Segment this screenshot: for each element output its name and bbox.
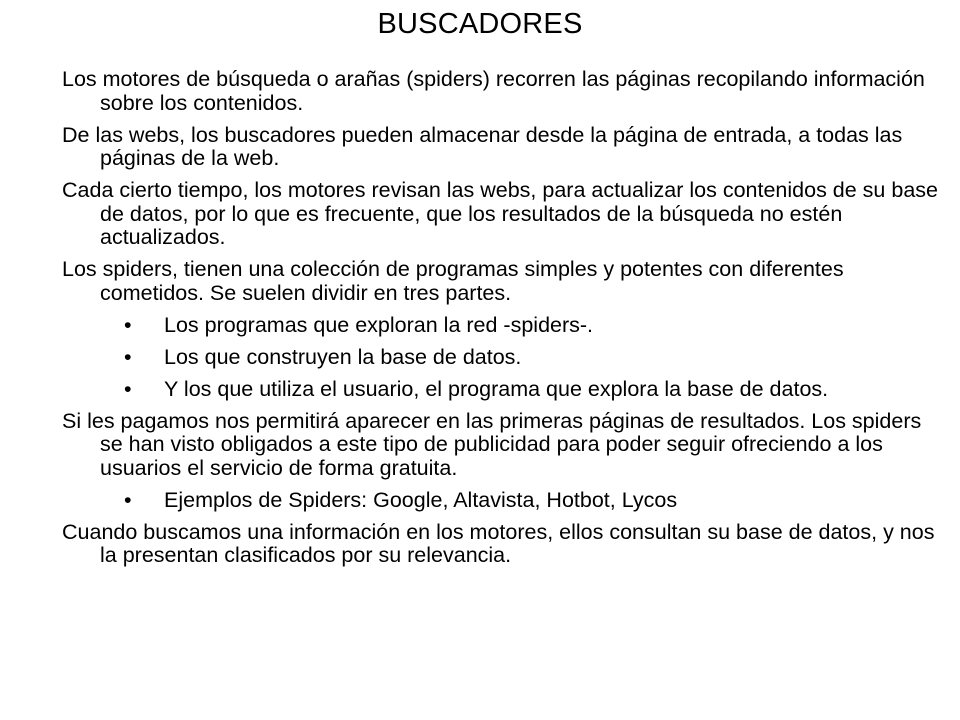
bullet-item — [62, 314, 942, 338]
paragraph-6: Cuando buscamos una información en los motores, ellos consultan su base de datos, y nos la presentan clasificados por su relevancia. — [62, 519, 935, 567]
paragraph-1: Los motores de búsqueda o arañas (spiders) recorren las páginas recopilando información sobre los contenidos. — [62, 67, 925, 115]
bullet-icon: • — [124, 487, 132, 512]
slide-body — [62, 68, 942, 576]
bullet-item — [62, 346, 942, 370]
bullet-text: Y los que utiliza el usuario, el programa que explora la base de datos. — [164, 376, 829, 401]
bullet-item — [62, 378, 942, 402]
paragraph-3: Cada cierto tiempo, los motores revisan las webs, para actualizar los contenidos de su base de datos, por lo que es frecuente, que los resultados de la búsqueda no estén actualizados. — [62, 178, 938, 249]
paragraph-2: De las webs, los buscadores pueden almacenar desde la página de entrada, a todas las páginas de la web. — [62, 122, 903, 170]
slide-title: BUSCADORES — [377, 8, 583, 40]
bullet-text: Ejemplos de Spiders: Google, Altavista, Hotbot, Lycos — [164, 487, 678, 512]
paragraph-4: Los spiders, tienen una colección de programas simples y potentes con diferentes cometidos. Se suelen dividir en tres partes. — [62, 257, 844, 305]
paragraph-5: Si les pagamos nos permitirá aparecer en las primeras páginas de resultados. Los spiders se han visto obligados a este tipo de publicidad para poder seguir ofreciendo a los usuarios el servicio de forma gratuita. — [62, 408, 922, 480]
bullet-icon: • — [124, 312, 132, 337]
bullet-icon: • — [124, 376, 132, 401]
bullet-item — [62, 489, 942, 513]
bullet-text: Los programas que exploran la red -spiders-. — [164, 312, 594, 337]
bullet-icon: • — [124, 344, 132, 369]
bullet-text: Los que construyen la base de datos. — [164, 344, 522, 369]
